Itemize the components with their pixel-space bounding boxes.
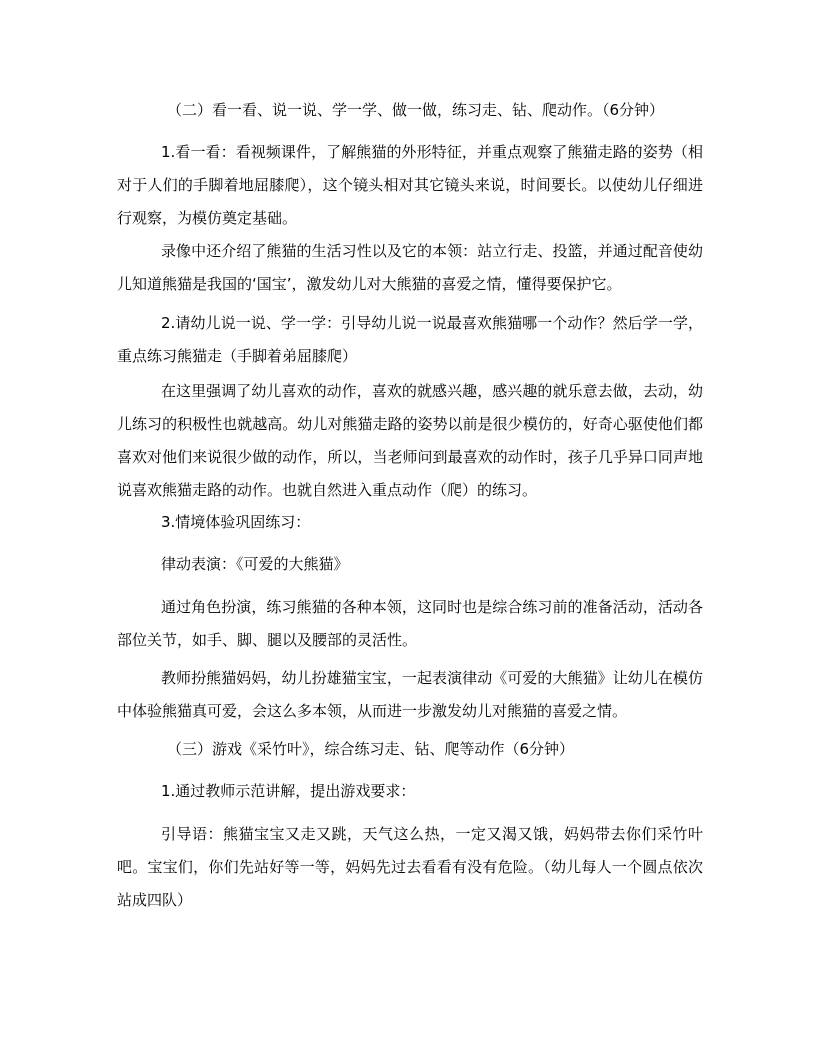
paragraph-say-learn: 2.请幼儿说一说、学一学：引导幼儿说一说最喜欢熊猫哪一个动作？然后学一学，重点练习熊猫走（手脚着弟屈膝爬）	[117, 314, 703, 365]
paragraph-teacher-role: 教师扮熊猫妈妈，幼儿扮雄猫宝宝，一起表演律动《可爱的大熊猫》让幼儿在模仿中体验熊猫真可爱，会这么多本领，从而进一步激发幼儿对熊猫的喜爱之情。	[117, 669, 703, 720]
paragraph-situation-practice: 3.情境体验巩固练习：	[161, 513, 311, 531]
paragraph-role-play: 通过角色扮演，练习熊猫的各种本领，这同时也是综合练习前的准备活动，活动各部位关节，如手、脚、腿以及腰部的灵活性。	[117, 598, 703, 649]
section-heading-three: （三）游戏《采竹叶》，综合练习走、钻、爬等动作（6分钟）	[167, 740, 575, 758]
paragraph-rhythm-show: 律动表演：《可爱的大熊猫》	[161, 555, 349, 573]
paragraph-demo: 1.通过教师示范讲解，提出游戏要求：	[161, 782, 416, 800]
paragraph-guide-speech: 引导语：熊猫宝宝又走又跳，天气这么热，一定又渴又饿，妈妈带去你们采竹叶吧。宝宝们，你们先站好等一等，妈妈先过去看看有没有危险。（幼儿每人一个圆点依次站成四队）	[117, 825, 703, 909]
paragraph-emphasis: 在这里强调了幼儿喜欢的动作，喜欢的就感兴趣，感兴趣的就乐意去做，去动，幼儿练习的积极性也就越高。幼儿对熊猫走路的姿势以前是很少模仿的，好奇心驱使他们都喜欢对他们来说很少做的动作，所以，当老师问到最喜欢的动作时，孩子几乎异口同声地说喜欢熊猫走路的动作。也就自然进入重点动作（爬）的练习。	[117, 382, 703, 499]
section-heading-two: （二）看一看、说一说、学一学、做一做，练习走、钻、爬动作。（6分钟）	[167, 101, 665, 119]
paragraph-watch: 1.看一看：看视频课件，了解熊猫的外形特征，并重点观察了熊猫走路的姿势（相对于人们的手脚着地屈膝爬），这个镜头相对其它镜头来说，时间要长。以使幼儿仔细进行观察，为模仿奠定基础。	[117, 143, 703, 227]
paragraph-video-intro: 录像中还介绍了熊猫的生活习性以及它的本领：站立行走、投篮，并通过配音使幼儿知道熊猫是我国的‘国宝’，激发幼儿对大熊猫的喜爱之情，懂得要保护它。	[117, 242, 703, 293]
